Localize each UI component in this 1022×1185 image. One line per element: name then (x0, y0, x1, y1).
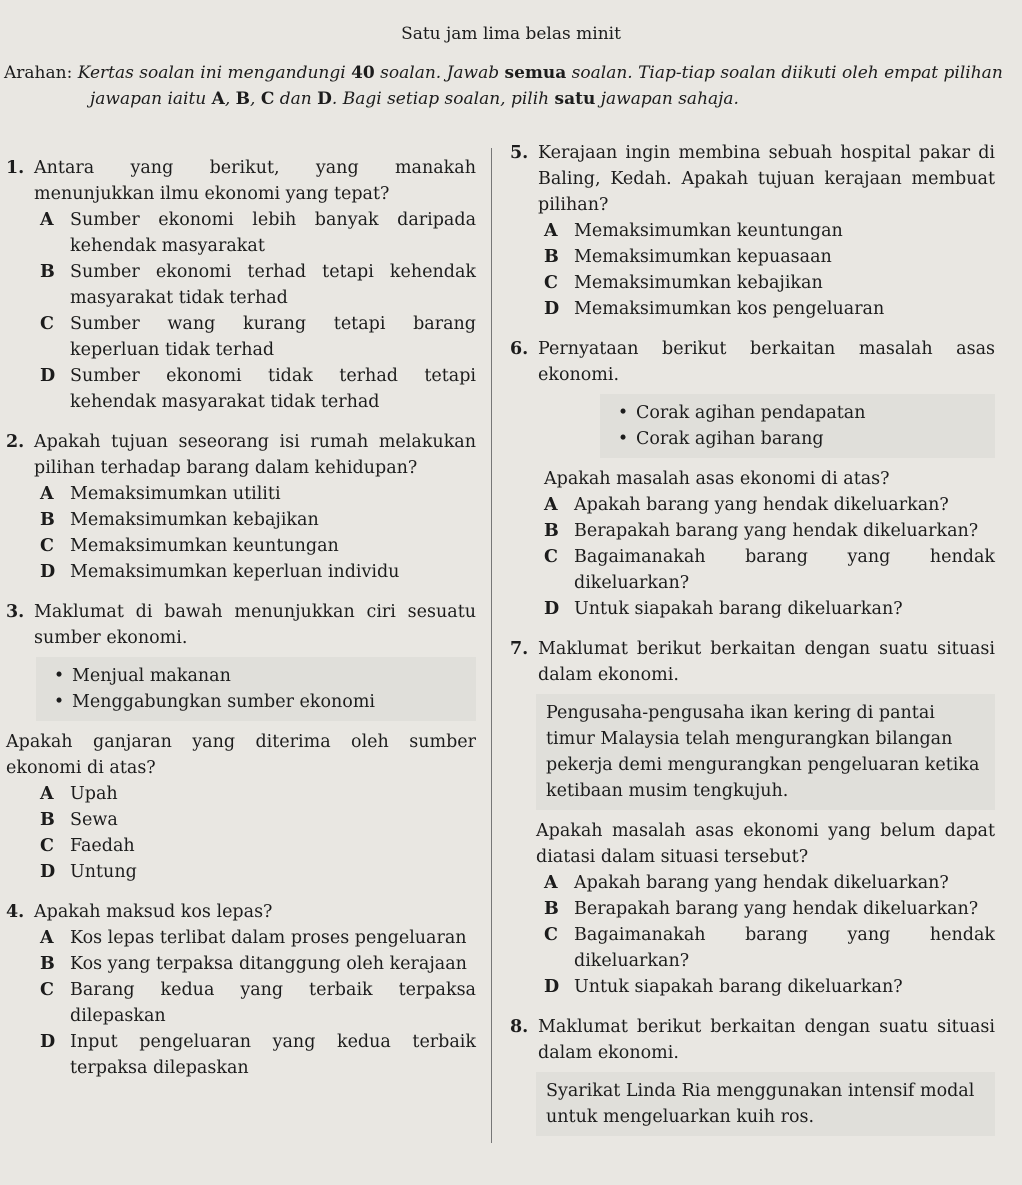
question-stem: Maklumat berikut berkaitan dengan suatu situasi dalam ekonomi. (538, 639, 995, 685)
option-label: A (40, 784, 54, 804)
instruction-lead: Arahan: (4, 63, 73, 83)
question-number: 4. (6, 902, 25, 922)
bullet-icon: • (617, 403, 629, 423)
option-text: Memaksimumkan kebajikan (574, 273, 823, 293)
passage-box (536, 694, 995, 810)
bullet-text: Corak agihan pendapatan (636, 403, 866, 423)
option-text: Berapakah barang yang hendak dikeluarkan? (574, 899, 979, 919)
instruction-text: Kertas soalan ini mengandungi (72, 63, 352, 83)
passage-text: Pengusaha-pengusaha ikan kering di pantai timur Malaysia telah mengurangkan bilangan pekerja demi mengurangkan pengeluaran ketika ketibaan musim tengkujuh. (546, 703, 980, 801)
option-c[interactable] (40, 977, 476, 1029)
question-prompt: Apakah masalah asas ekonomi di atas? (544, 469, 890, 489)
question-2 (6, 429, 476, 585)
option-a[interactable] (544, 218, 995, 244)
page-title: Satu jam lima belas minit (401, 24, 621, 44)
option-text: Memaksimumkan keperluan individu (70, 562, 400, 582)
info-box (600, 394, 995, 458)
option-text: Memaksimumkan keuntungan (70, 536, 339, 556)
instruction-emphasis: satu (554, 89, 596, 109)
option-label: A (544, 873, 558, 893)
bullet-icon: • (53, 666, 65, 686)
option-a[interactable] (544, 492, 995, 518)
instruction-option: A (211, 89, 225, 109)
question-stem: Apakah tujuan seseorang isi rumah melakukan pilihan terhadap barang dalam kehidupan? (34, 432, 476, 478)
option-label: C (40, 314, 54, 334)
option-label: D (544, 299, 560, 319)
passage-text: Syarikat Linda Ria menggunakan intensif modal untuk mengeluarkan kuih ros. (546, 1081, 975, 1127)
option-d[interactable] (40, 1029, 476, 1081)
option-text: Sumber ekonomi lebih banyak daripada kehendak masyarakat (70, 210, 476, 256)
option-d[interactable] (40, 363, 476, 415)
option-b[interactable] (544, 244, 995, 270)
instructions (4, 60, 1009, 112)
option-a[interactable] (544, 870, 995, 896)
option-b[interactable] (544, 896, 995, 922)
option-text: Bagaimanakah barang yang hendak dikeluarkan? (574, 547, 995, 593)
option-text: Untuk siapakah barang dikeluarkan? (574, 599, 903, 619)
instruction-text: soalan. Tiap-tiap soalan diikuti oleh empat pilihan (566, 63, 1003, 83)
option-b[interactable] (544, 518, 995, 544)
instruction-text: jawapan iaitu (90, 89, 212, 109)
option-text: Memaksimumkan kebajikan (70, 510, 319, 530)
option-text: Apakah barang yang hendak dikeluarkan? (574, 873, 949, 893)
option-text: Memaksimumkan kos pengeluaran (574, 299, 885, 319)
bullet-icon: • (53, 692, 65, 712)
option-text: Faedah (70, 836, 135, 856)
option-text: Input pengeluaran yang kedua terbaik terpaksa dilepaskan (70, 1032, 476, 1078)
instruction-emphasis: semua (504, 63, 567, 83)
instruction-option: C (260, 89, 275, 109)
question-number: 3. (6, 602, 25, 622)
option-label: D (40, 862, 56, 882)
right-column (510, 140, 995, 1150)
left-column (6, 155, 476, 1095)
instruction-text: jawapan sahaja. (595, 89, 739, 109)
bullet-icon: • (617, 429, 629, 449)
option-label: B (544, 521, 559, 541)
option-text: Kos lepas terlibat dalam proses pengeluaran (70, 928, 467, 948)
option-label: C (544, 925, 558, 945)
question-5 (510, 140, 995, 322)
instruction-text: , (250, 89, 261, 109)
question-prompt: Apakah masalah asas ekonomi yang belum dapat diatasi dalam situasi tersebut? (536, 821, 995, 867)
option-label: B (40, 954, 55, 974)
question-number: 8. (510, 1017, 529, 1037)
question-7 (510, 636, 995, 1000)
option-text: Sumber wang kurang tetapi barang keperluan tidak terhad (70, 314, 476, 360)
option-text: Memaksimumkan keuntungan (574, 221, 843, 241)
option-d[interactable] (40, 859, 476, 885)
instruction-text: . Bagi setiap soalan, pilih (331, 89, 555, 109)
question-stem: Kerajaan ingin membina sebuah hospital pakar di Baling, Kedah. Apakah tujuan kerajaan membuat pilihan? (538, 143, 995, 215)
question-number: 7. (510, 639, 529, 659)
option-label: A (40, 210, 54, 230)
instruction-text: dan (274, 89, 318, 109)
option-text: Memaksimumkan utiliti (70, 484, 281, 504)
option-label: D (40, 366, 56, 386)
bullet-item (46, 663, 466, 689)
question-number: 5. (510, 143, 529, 163)
option-label: D (40, 1032, 56, 1052)
option-text: Berapakah barang yang hendak dikeluarkan? (574, 521, 979, 541)
option-c[interactable] (40, 311, 476, 363)
option-label: A (544, 495, 558, 515)
instruction-option: D (317, 89, 332, 109)
option-d[interactable] (544, 974, 995, 1000)
option-a[interactable] (40, 781, 476, 807)
option-text: Sewa (70, 810, 118, 830)
option-d[interactable] (544, 596, 995, 622)
question-stem: Antara yang berikut, yang manakah menunjukkan ilmu ekonomi yang tepat? (34, 158, 476, 204)
column-divider (491, 148, 492, 1143)
instruction-text: soalan. Jawab (374, 63, 505, 83)
option-b[interactable] (40, 507, 476, 533)
option-label: C (544, 547, 558, 567)
question-number: 6. (510, 339, 529, 359)
option-text: Untuk siapakah barang dikeluarkan? (574, 977, 903, 997)
instruction-option: B (235, 89, 251, 109)
bullet-text: Menggabungkan sumber ekonomi (72, 692, 376, 712)
option-d[interactable] (40, 559, 476, 585)
question-1 (6, 155, 476, 415)
bullet-item (610, 400, 985, 426)
option-d[interactable] (544, 296, 995, 322)
option-label: C (40, 536, 54, 556)
question-number: 2. (6, 432, 25, 452)
question-8 (510, 1014, 995, 1136)
bullet-text: Corak agihan barang (636, 429, 824, 449)
question-stem: Maklumat berikut berkaitan dengan suatu situasi dalam ekonomi. (538, 1017, 995, 1063)
option-label: C (544, 273, 558, 293)
question-stem: Apakah maksud kos lepas? (34, 902, 273, 922)
option-label: D (544, 599, 560, 619)
option-a[interactable] (40, 207, 476, 259)
question-6 (510, 336, 995, 622)
question-stem: Pernyataan berikut berkaitan masalah asas ekonomi. (538, 339, 995, 385)
info-box (36, 657, 476, 721)
bullet-item (46, 689, 466, 715)
option-label: B (40, 262, 55, 282)
option-label: D (40, 562, 56, 582)
option-c[interactable] (40, 533, 476, 559)
option-label: A (40, 484, 54, 504)
option-c[interactable] (544, 922, 995, 974)
instruction-count: 40 (351, 63, 375, 83)
option-a[interactable] (40, 481, 476, 507)
option-c[interactable] (40, 833, 476, 859)
option-text: Memaksimumkan kepuasaan (574, 247, 832, 267)
option-b[interactable] (40, 951, 476, 977)
option-label: B (544, 899, 559, 919)
option-a[interactable] (40, 925, 476, 951)
option-c[interactable] (544, 270, 995, 296)
option-c[interactable] (544, 544, 995, 596)
option-text: Upah (70, 784, 118, 804)
option-label: B (544, 247, 559, 267)
option-text: Sumber ekonomi terhad tetapi kehendak masyarakat tidak terhad (70, 262, 476, 308)
option-text: Apakah barang yang hendak dikeluarkan? (574, 495, 949, 515)
option-label: B (40, 510, 55, 530)
option-b[interactable] (40, 259, 476, 311)
option-label: D (544, 977, 560, 997)
question-stem: Maklumat di bawah menunjukkan ciri sesuatu sumber ekonomi. (34, 602, 476, 648)
option-label: B (40, 810, 55, 830)
option-text: Sumber ekonomi tidak terhad tetapi kehendak masyarakat tidak terhad (70, 366, 476, 412)
bullet-text: Menjual makanan (72, 666, 231, 686)
option-text: Barang kedua yang terbaik terpaksa dilepaskan (70, 980, 476, 1026)
instruction-line-2 (4, 86, 1009, 112)
passage-box (536, 1072, 995, 1136)
option-text: Bagaimanakah barang yang hendak dikeluarkan? (574, 925, 995, 971)
question-3 (6, 599, 476, 885)
option-b[interactable] (40, 807, 476, 833)
instruction-text: , (224, 89, 236, 109)
question-4 (6, 899, 476, 1081)
option-label: A (40, 928, 54, 948)
question-number: 1. (6, 158, 25, 178)
option-label: C (40, 980, 54, 1000)
option-label: C (40, 836, 54, 856)
option-text: Untung (70, 862, 137, 882)
bullet-item (610, 426, 985, 452)
question-prompt: Apakah ganjaran yang diterima oleh sumber ekonomi di atas? (6, 732, 476, 778)
option-text: Kos yang terpaksa ditanggung oleh kerajaan (70, 954, 467, 974)
option-label: A (544, 221, 558, 241)
